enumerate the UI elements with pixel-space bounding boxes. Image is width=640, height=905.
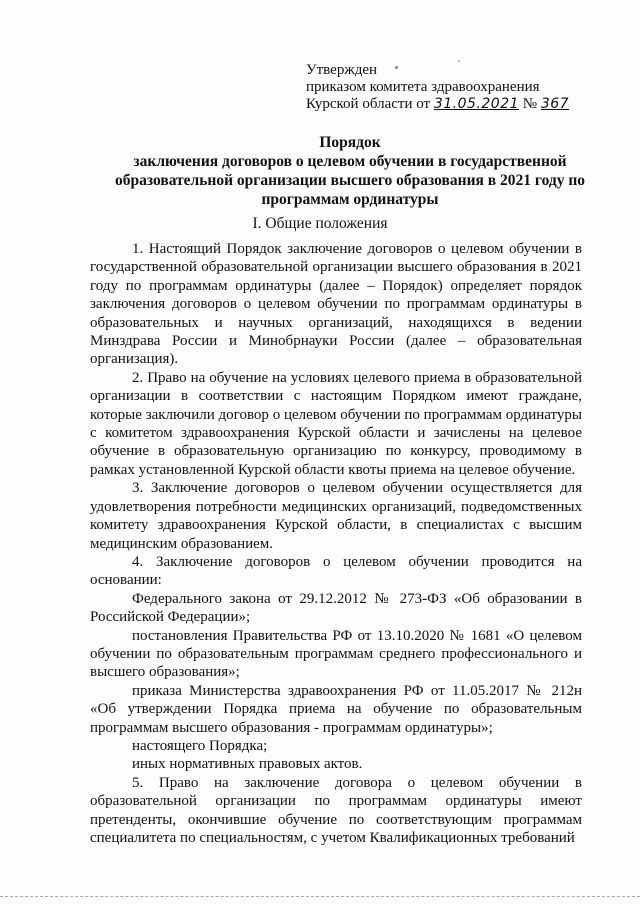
paragraph: постановления Правительства РФ от 13.10.2020 № 1681 «О целевом обучении по образовательным программам среднего профессионального и высшего образования»; [90,627,582,681]
title-line-3: образовательной организации высшего образования в 2021 году по [114,172,586,189]
approval-date: 31.05.2021 [433,96,520,112]
paragraph: иных нормативных правовых актов. [132,756,363,773]
title-line-1: Порядок [319,134,381,151]
document-title [60,133,640,209]
title-line-4: программам ординатуры [261,191,439,208]
approval-stamp-block [306,62,606,113]
scan-edge-line [0,896,640,899]
paragraph: 4. Заключение договоров о целевом обучении проводится на основании: [90,553,582,589]
approval-number-sign: № [522,96,538,112]
document-body [90,240,582,847]
paragraph: 1. Настоящий Порядок заключение договоров о целевом обучении в государственной образовательной организации высшего образования в 2021 году по программам ординатуры (далее – Порядок) определяет порядок заключения договоров о целевом обучении по программам ординатуры в образовательных и научных организаций, находящихся в ведении Минздрава России и Минобрнауки России (далее – образовательная организация). [90,241,582,368]
approval-date-prefix: Курской области от [306,96,431,112]
approval-line-1: Утвержден [306,62,378,78]
paragraph: настоящего Порядка; [132,737,268,754]
paragraph: Федерального закона от 29.12.2012 № 273-ФЗ «Об образовании в Российской Федерации»; [90,590,582,626]
approval-line-2: приказом комитета здравоохранения [306,79,540,95]
approval-number: 367 [540,96,570,112]
paragraph: приказа Министерства здравоохранения РФ от 11.05.2017 № 212н «Об утверждении Порядка приема на обучение по образовательным программам высшего образования - программам ординатуры»; [90,682,582,736]
paragraph: 5. Право на заключение договора о целевом обучении в образовательной организации по программам ординатуры имеют претенденты, окончившие обучение по соответствующим программам специалитета по специальностям, с учетом Квалификационных требований [90,774,582,846]
paragraph: 3. Заключение договоров о целевом обучении осуществляется для удовлетворения потребности медицинских организаций, подведомственных комитету здравоохранения Курской области, в специалистах с высшим медицинским образованием. [90,480,582,552]
paragraph: 2. Право на обучение на условиях целевого приема в образовательной организации в соответствии с настоящим Порядком имеют граждане, которые заключили договор о целевом обучении по программам ординатуры с комитетом здравоохранения Курской области и зачислены на целевое обучение в образовательную организацию по конкурсу, проводимому в рамках установленной Курской области квоты приема на целевое обучение. [90,369,582,478]
section-heading: I. Общие положения [252,215,388,232]
approval-line-3 [306,96,606,113]
title-line-2: заключения договоров о целевом обучении в государственной [133,153,567,170]
